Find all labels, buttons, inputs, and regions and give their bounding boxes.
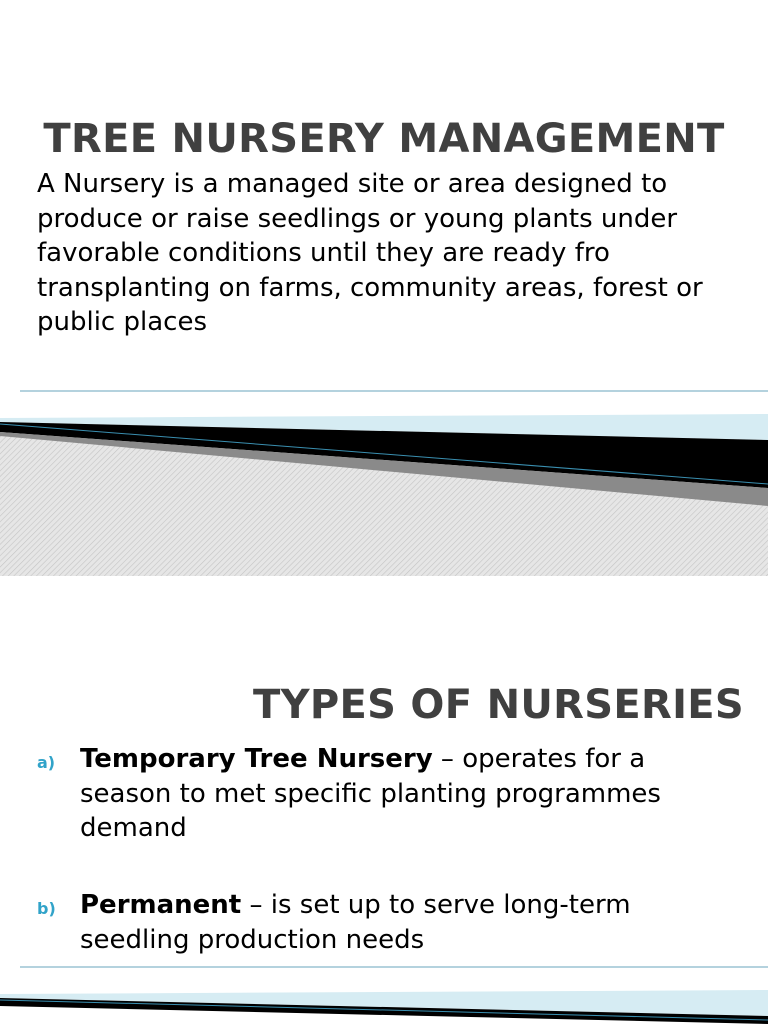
list-marker: a) [37, 753, 56, 772]
slide-2-footer-decoration [0, 962, 768, 1024]
slide-1-title: TREE NURSERY MANAGEMENT [43, 116, 725, 162]
slide-2 [0, 576, 768, 1024]
slide-1-body-text: A Nursery is a managed site or area designed to produce or raise seedlings or young plants under favorable conditions until they are ready fro transplanting on farms, community areas, forest or public places [37, 169, 703, 337]
list-item-text [80, 742, 740, 846]
list-item-text [80, 888, 740, 957]
list-marker: b) [37, 899, 56, 918]
slide-1-footer-decoration [0, 380, 768, 576]
list-item-description: – operates for a season to met specific planting programmes demand [80, 744, 661, 843]
list-item-term: Temporary Tree Nursery [80, 744, 433, 774]
slide-2-title: TYPES OF NURSERIES [253, 682, 744, 728]
list-item-description: – is set up to serve long-term seedling production needs [80, 890, 631, 955]
list-item-term: Permanent [80, 890, 242, 920]
nursery-types-list [0, 576, 768, 1024]
